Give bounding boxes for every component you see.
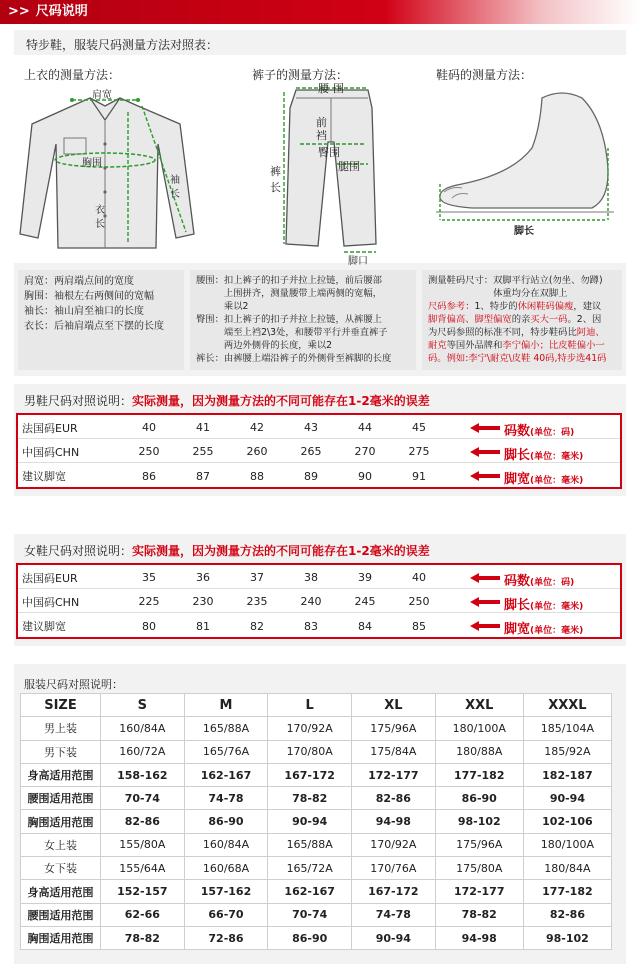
size-cell: 175/96A (352, 717, 436, 740)
arrow-left-icon (470, 597, 500, 607)
intro-text: 特步鞋，服装尺码测量方法对照表： (26, 38, 219, 52)
size-cell: 180/84A (523, 857, 611, 880)
size-row (21, 833, 612, 856)
women-cell: 82 (250, 619, 264, 633)
desc-pants (190, 270, 416, 370)
men-cell: 40 (142, 421, 156, 434)
size-row-label: 身高适用范围 (21, 880, 101, 903)
women-cell: 39 (358, 571, 372, 584)
size-cell: 170/92A (352, 833, 436, 856)
arrow-left-icon (470, 447, 500, 457)
size-cell: 102-106 (523, 810, 611, 833)
size-cell: 70-74 (101, 787, 185, 810)
men-unit-label: 脚长(单位：毫米) (504, 448, 584, 463)
size-cell: 152-157 (101, 880, 185, 903)
size-cell: 78-82 (101, 926, 185, 949)
desc-shoe-line2: 体重均分在双脚上 (428, 288, 568, 299)
women-cell: 40 (412, 571, 426, 584)
pants-measure-title: 裤子的测量方法： (252, 68, 349, 82)
size-cell: 74-78 (184, 787, 268, 810)
size-cell: 172-177 (352, 763, 436, 786)
desc-pants-line: 乘以2 (196, 301, 249, 312)
size-cell: 177-182 (523, 880, 611, 903)
women-shoe-title: 女鞋尺码对照说明：实际测量，因为测量方法的不同可能存在1-2毫米的误差 (24, 544, 430, 558)
size-cell: 165/88A (268, 833, 352, 856)
desc-top-line: 袖长：袖山肩至袖口的长度 (24, 306, 144, 317)
size-cell: 182-187 (523, 763, 611, 786)
size-row-label: 男上装 (21, 717, 101, 740)
men-cell: 260 (246, 445, 268, 458)
size-cell: 167-172 (268, 763, 352, 786)
size-row-label: 身高适用范围 (21, 763, 101, 786)
apparel-title: 服装尺码对照说明： (24, 678, 123, 691)
arrow-left-icon (470, 573, 500, 583)
men-shoe-table (16, 413, 622, 489)
size-cell: 158-162 (101, 763, 185, 786)
size-cell: 160/68A (184, 857, 268, 880)
size-cell: 175/80A (435, 857, 523, 880)
size-row (21, 903, 612, 926)
label-chest: 胸围 (82, 158, 102, 169)
size-cell: 82-86 (101, 810, 185, 833)
size-cell: 175/84A (352, 740, 436, 763)
men-row (18, 441, 620, 463)
women-unit-label: 脚宽(单位：毫米) (504, 622, 584, 637)
banner-title: 尺码说明 (35, 4, 88, 19)
size-cell: 82-86 (523, 903, 611, 926)
women-cell: 245 (354, 595, 376, 608)
label-sleeve: 袖长 (170, 175, 180, 200)
shirt-diagram (10, 84, 200, 260)
size-cell: 74-78 (352, 903, 436, 926)
size-header-row (21, 694, 612, 717)
size-row (21, 857, 612, 880)
size-cell: 170/76A (352, 857, 436, 880)
men-cell: 45 (412, 421, 426, 434)
size-header-cell: S (101, 694, 185, 717)
label-waist: 腰围 (318, 82, 348, 95)
women-row-label: 中国码CHN (22, 595, 80, 609)
women-row (18, 615, 620, 637)
size-row (21, 717, 612, 740)
men-cell: 44 (358, 421, 372, 434)
desc-shoe-line5: 为尺码参照的标准不同，特步鞋码比阿迪、 (428, 327, 605, 338)
desc-pants-line: 两边外侧骨的长度，乘以2 (196, 340, 333, 351)
size-row (21, 926, 612, 949)
size-row-label: 女下装 (21, 857, 101, 880)
desc-top-line: 衣长：后袖肩端点至下摆的长度 (24, 321, 164, 332)
label-length: 衣长 (95, 205, 105, 230)
size-cell: 175/96A (435, 833, 523, 856)
men-shoe-title: 男鞋尺码对照说明：实际测量，因为测量方法的不同可能存在1-2毫米的误差 (24, 394, 430, 408)
size-cell: 98-102 (435, 810, 523, 833)
women-cell: 83 (304, 619, 318, 633)
label-rise: 前裆 (316, 116, 327, 142)
size-row-label: 胸围适用范围 (21, 926, 101, 949)
size-row (21, 763, 612, 786)
size-cell: 90-94 (352, 926, 436, 949)
men-cell: 255 (192, 445, 214, 458)
men-cell: 42 (250, 421, 264, 434)
men-cell: 87 (196, 469, 210, 483)
label-thigh: 腿围 (338, 160, 360, 173)
size-cell: 170/92A (268, 717, 352, 740)
women-shoe-table (16, 563, 622, 639)
women-cell: 250 (408, 595, 430, 608)
size-cell: 78-82 (435, 903, 523, 926)
size-cell: 98-102 (523, 926, 611, 949)
desc-pants-line: 上围拼齐，测量腰带上端两侧的宽幅， (196, 288, 382, 299)
women-cell: 80 (142, 619, 156, 633)
size-cell: 160/72A (101, 740, 185, 763)
men-cell: 88 (250, 469, 264, 483)
size-cell: 155/80A (101, 833, 185, 856)
size-cell: 82-86 (352, 787, 436, 810)
size-cell: 165/72A (268, 857, 352, 880)
size-cell: 70-74 (268, 903, 352, 926)
label-foot-length: 脚长 (514, 226, 534, 237)
desc-shoe-line7: 码。例如:李宁\耐克\皮鞋 40码,特步选41码 (428, 353, 607, 364)
size-cell: 86-90 (435, 787, 523, 810)
apparel-size-table (20, 693, 612, 950)
women-cell: 38 (304, 571, 318, 584)
size-header-cell: M (184, 694, 268, 717)
size-cell: 170/80A (268, 740, 352, 763)
shoe-measure-title: 鞋码的测量方法： (436, 68, 533, 82)
desc-shoe-line6: 耐克等国外品牌和李宁偏小；比皮鞋偏小一 (428, 340, 605, 351)
men-cell: 265 (300, 445, 322, 458)
size-row (21, 787, 612, 810)
size-row (21, 740, 612, 763)
women-cell: 225 (138, 595, 160, 608)
size-cell: 66-70 (184, 903, 268, 926)
men-cell: 270 (354, 445, 376, 458)
size-cell: 86-90 (268, 926, 352, 949)
desc-top-line: 胸围：袖根左右两侧间的宽幅 (24, 291, 154, 302)
men-cell: 91 (412, 469, 426, 483)
arrow-left-icon (470, 423, 500, 433)
size-cell: 165/76A (184, 740, 268, 763)
desc-pants-line: 腰围：扣上裤子的扣子并拉上拉链，前后腰部 (196, 275, 382, 286)
women-cell: 235 (246, 595, 268, 608)
size-cell: 72-86 (184, 926, 268, 949)
desc-shoe-line1: 测量鞋码尺寸：双脚平行站立(勿坐、勿蹲) (428, 275, 603, 286)
women-cell: 230 (192, 595, 214, 608)
size-header-cell: XL (352, 694, 436, 717)
size-cell: 62-66 (101, 903, 185, 926)
label-shoulder: 肩宽 (92, 90, 112, 101)
size-cell: 177-182 (435, 763, 523, 786)
top-measure-title: 上衣的测量方法： (24, 68, 121, 82)
women-cell: 36 (196, 571, 210, 584)
size-cell: 90-94 (268, 810, 352, 833)
size-row-label: 男下装 (21, 740, 101, 763)
size-cell: 180/100A (435, 717, 523, 740)
desc-top-line: 肩宽：两肩端点间的宽度 (24, 276, 134, 287)
desc-pants-line: 臀围：扣上裤子的扣子并拉上拉链，从裤腰上 (196, 314, 382, 325)
desc-pants-line: 裤长：由裤腰上端沿裤子的外侧骨至裤脚的长度 (196, 353, 392, 364)
desc-pants-line: 端至上裆2\3处，和腰带平行并垂直裤子 (196, 327, 388, 338)
section-banner (0, 0, 640, 24)
size-cell: 162-167 (268, 880, 352, 903)
size-cell: 180/100A (523, 833, 611, 856)
size-cell: 155/64A (101, 857, 185, 880)
women-cell: 35 (142, 571, 156, 584)
women-cell: 240 (300, 595, 322, 608)
men-unit-label: 码数(单位：码) (504, 424, 575, 439)
size-header-cell: XXL (435, 694, 523, 717)
women-unit-label: 脚长(单位：毫米) (504, 598, 584, 613)
size-header-cell: SIZE (21, 694, 101, 717)
pants-diagram (280, 84, 380, 262)
men-row (18, 465, 620, 487)
men-cell: 90 (358, 469, 372, 483)
size-header-cell: XXXL (523, 694, 611, 717)
size-cell: 90-94 (523, 787, 611, 810)
size-cell: 162-167 (184, 763, 268, 786)
label-hem: 脚口 (348, 256, 368, 267)
label-hip: 臀围 (318, 146, 340, 159)
chevron-icon: >> (8, 4, 30, 19)
size-cell: 167-172 (352, 880, 436, 903)
foot-diagram (432, 88, 622, 238)
men-cell: 275 (408, 445, 430, 458)
arrow-left-icon (470, 471, 500, 481)
desc-shoe-line4: 脚背偏高、脚型偏宽的亲买大一码。2、因 (428, 314, 602, 325)
size-cell: 180/88A (435, 740, 523, 763)
men-row-label: 法国码EUR (22, 421, 78, 435)
men-row-label: 建议脚宽 (22, 470, 66, 483)
size-row (21, 810, 612, 833)
size-cell: 94-98 (435, 926, 523, 949)
women-row (18, 591, 620, 613)
women-cell: 85 (412, 619, 426, 633)
men-row (18, 417, 620, 439)
men-cell: 250 (138, 445, 160, 458)
desc-top (18, 270, 184, 370)
size-cell: 165/88A (184, 717, 268, 740)
women-cell: 81 (196, 619, 210, 633)
size-cell: 185/92A (523, 740, 611, 763)
size-row-label: 胸围适用范围 (21, 810, 101, 833)
women-row-label: 法国码EUR (22, 571, 78, 585)
size-cell: 160/84A (101, 717, 185, 740)
size-header-cell: L (268, 694, 352, 717)
size-row-label: 腰围适用范围 (21, 787, 101, 810)
women-row-label: 建议脚宽 (22, 620, 66, 633)
women-unit-label: 码数(单位：码) (504, 574, 575, 589)
size-cell: 172-177 (435, 880, 523, 903)
size-row (21, 880, 612, 903)
women-cell: 37 (250, 571, 264, 584)
men-cell: 43 (304, 421, 318, 434)
size-row-label: 女上装 (21, 833, 101, 856)
size-cell: 185/104A (523, 717, 611, 740)
men-cell: 89 (304, 469, 318, 483)
size-row-label: 腰围适用范围 (21, 903, 101, 926)
size-cell: 78-82 (268, 787, 352, 810)
desc-shoe (422, 270, 622, 370)
size-cell: 94-98 (352, 810, 436, 833)
women-row (18, 567, 620, 589)
men-row-label: 中国码CHN (22, 445, 80, 459)
men-unit-label: 脚宽(单位：毫米) (504, 472, 584, 487)
desc-shoe-line3: 尺码参考：1、特步的休闲鞋码偏瘦，建议 (428, 301, 602, 312)
arrow-left-icon (470, 621, 500, 631)
label-pants-length: 裤长 (270, 165, 281, 194)
men-cell: 86 (142, 469, 156, 483)
size-cell: 86-90 (184, 810, 268, 833)
size-cell: 157-162 (184, 880, 268, 903)
women-cell: 84 (358, 619, 372, 633)
men-cell: 41 (196, 421, 210, 434)
size-cell: 160/84A (184, 833, 268, 856)
